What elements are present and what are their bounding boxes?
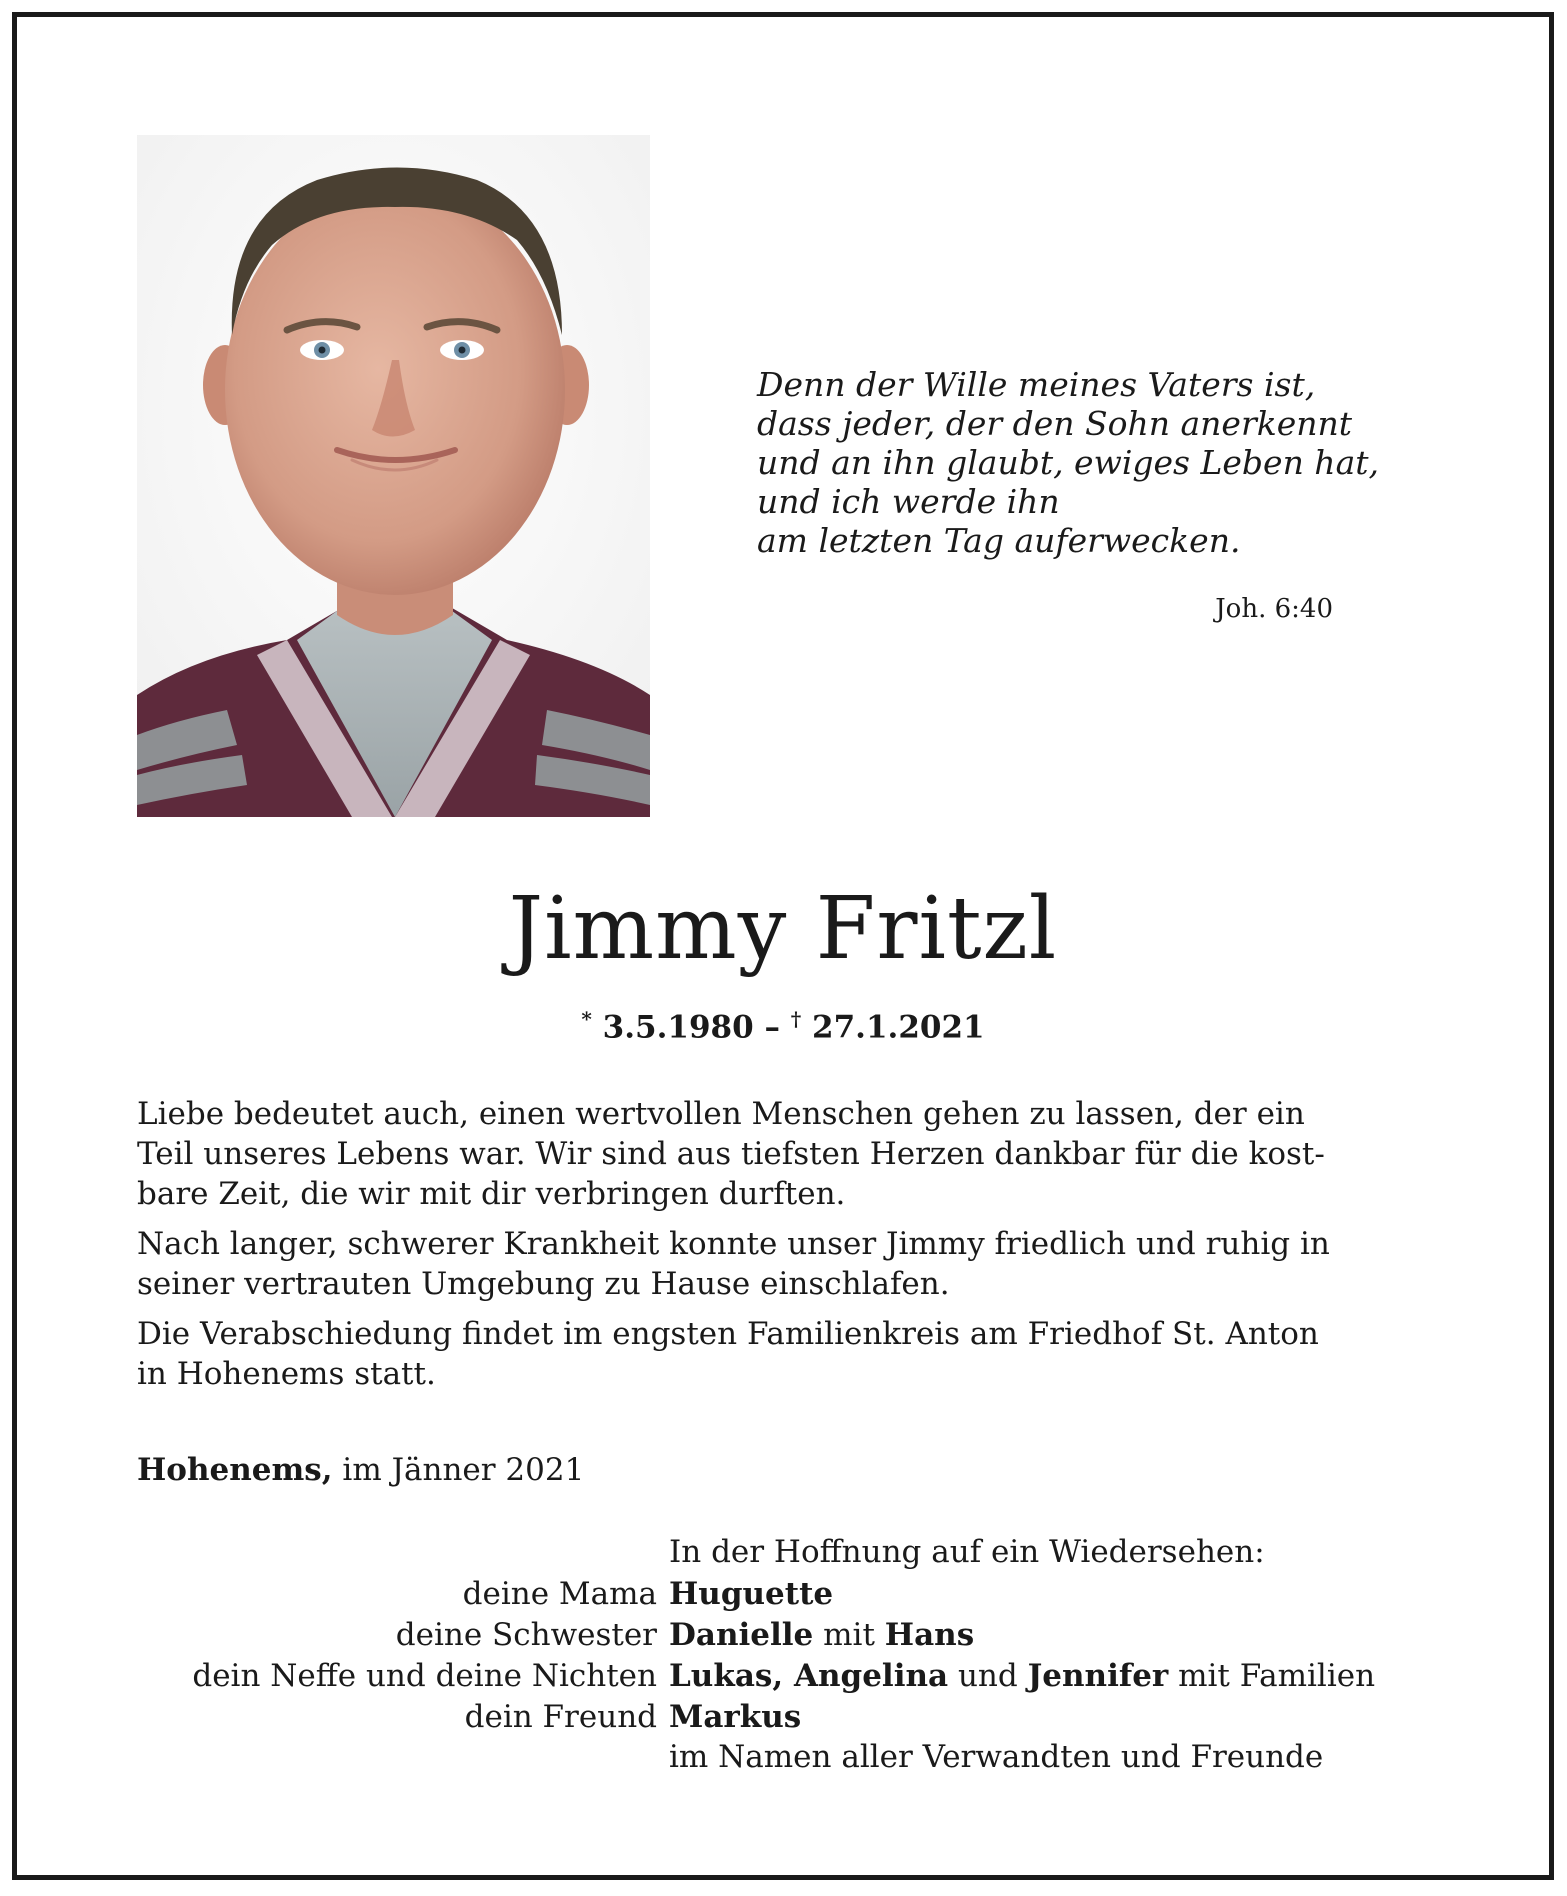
birth-date: 3.5.1980 [602,1009,754,1046]
signatures-list [137,1574,1537,1738]
bible-quote [757,365,1379,560]
signature-name: Lukas, Angelina [669,1658,949,1694]
life-dates [17,1007,1549,1045]
birth-symbol: * [581,1007,592,1031]
quote-reference: Joh. 6:40 [1215,594,1333,624]
place-date: im Jänner 2021 [342,1452,585,1488]
signature-connector: mit Familien [1178,1658,1376,1694]
quote-line: Denn der Wille meines Vaters ist, [757,365,1316,404]
quote-line: und an ihn glaubt, ewiges Leben hat, [757,443,1379,482]
paragraph [137,1094,1457,1214]
body-line: Teil unseres Lebens war. Wir sind aus tiefsten Herzen dankbar für die kost- [137,1136,1325,1172]
paragraph [137,1224,1457,1304]
body-line: seiner vertrauten Umgebung zu Hause einschlafen. [137,1266,950,1302]
body-line: Nach langer, schwerer Krankheit konnte unser Jimmy friedlich und ruhig in [137,1226,1330,1262]
signatures-closing: im Namen aller Verwandten und Freunde [669,1739,1324,1775]
signature-name: Hans [884,1617,975,1653]
place-city: Hohenems, [137,1452,333,1488]
signature-names [669,1574,833,1615]
body-line: in Hohenems statt. [137,1356,436,1392]
obituary-body [137,1094,1457,1404]
signature-name: Huguette [669,1576,834,1612]
death-date: 27.1.2021 [812,1009,985,1046]
signature-connector: und [957,1658,1018,1694]
quote-line: am letzten Tag auferwecken. [757,521,1241,560]
body-line: bare Zeit, die wir mit dir verbringen durften. [137,1176,846,1212]
signature-name: Danielle [669,1617,814,1653]
signature-row [137,1574,1537,1615]
signature-connector: mit [823,1617,875,1653]
signature-relation: deine Mama [462,1576,657,1612]
signature-row [137,1697,1537,1738]
quote-line: und ich werde ihn [757,482,1060,521]
signature-name: Jennifer [1027,1658,1169,1694]
signature-names [669,1615,974,1656]
death-symbol: † [790,1007,802,1031]
signature-relation: deine Schwester [395,1617,657,1653]
deceased-name: Jimmy Fritzl [508,879,1058,979]
signature-names [669,1656,1375,1697]
signature-name: Markus [669,1699,802,1735]
body-line: Die Verabschiedung findet im engsten Familienkreis am Friedhof St. Anton [137,1316,1319,1352]
signature-relation: dein Neffe und deine Nichten [192,1658,657,1694]
obituary-frame [12,12,1554,1880]
place-and-date [137,1452,584,1488]
signature-row [137,1615,1537,1656]
body-line: Liebe bedeutet auch, einen wertvollen Menschen gehen zu lassen, der ein [137,1096,1305,1132]
quote-line: dass jeder, der den Sohn anerkennt [757,404,1353,443]
signature-names [669,1697,801,1738]
signature-row [137,1656,1537,1697]
paragraph [137,1314,1457,1394]
date-separator: – [764,1009,780,1046]
portrait-photo [137,135,650,817]
signatures-intro: In der Hoffnung auf ein Wiedersehen: [669,1534,1265,1570]
signature-relation: dein Freund [464,1699,657,1735]
